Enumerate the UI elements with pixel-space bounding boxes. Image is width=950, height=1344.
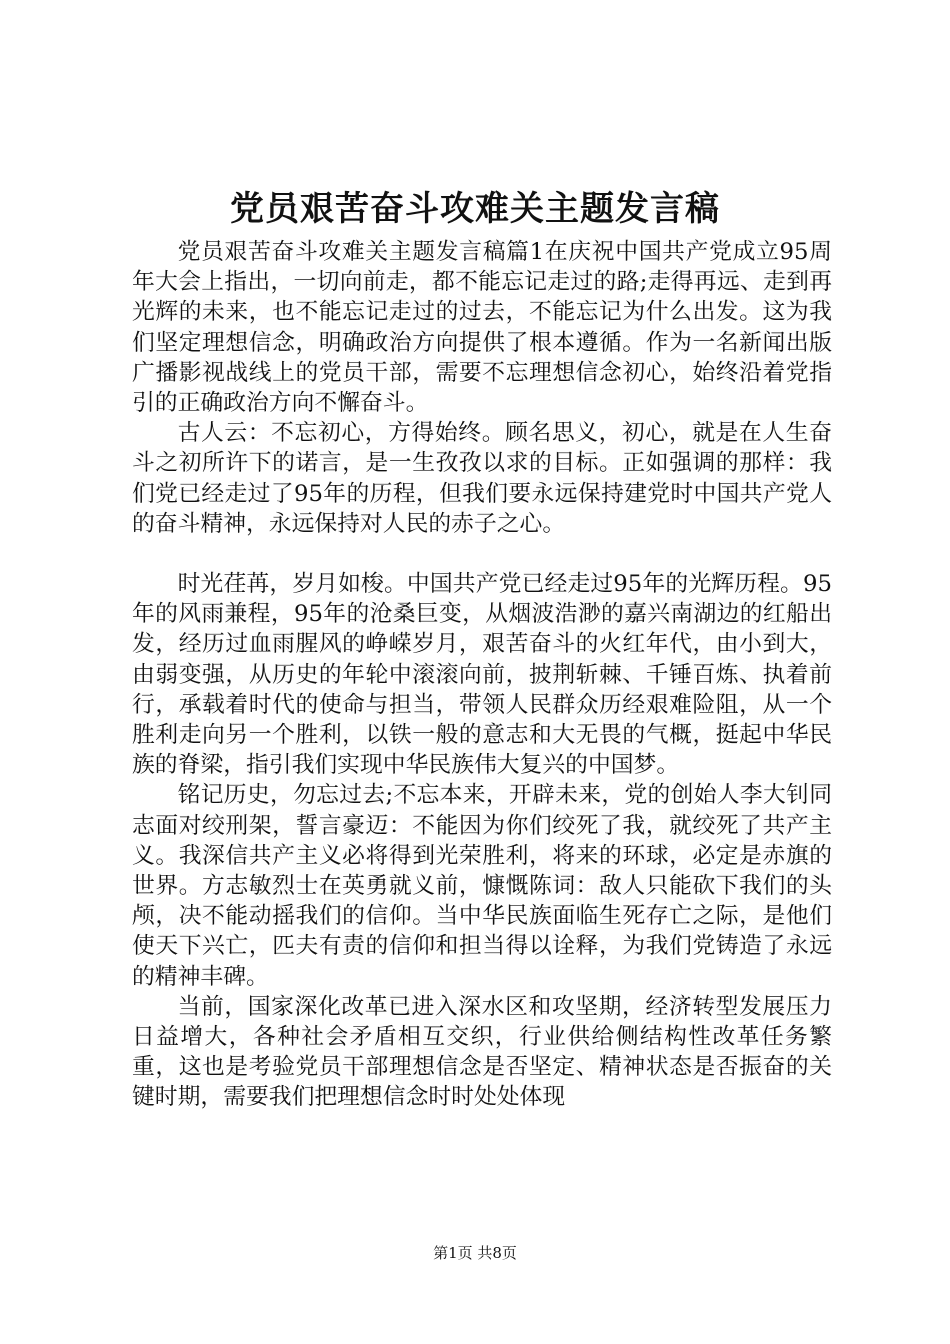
paragraph-3: 时光荏苒，岁月如梭。中国共产党已经走过95年的光辉历程。95年的风雨兼程，95年的沧桑巨变，从烟波浩渺的嘉兴南湖边的红船出发，经历过血雨腥风的峥嵘岁月，艰苦奋斗的火红年代，由小到大，由弱变强，从历史的年轮中滚滚向前，披荆斩棘、千锤百炼、执着前行，承载着时代的使命与担当，带领人民群众历经艰难险阻，从一个胜利走向另一个胜利，以铁一般的意志和大无畏的气概，挺起中华民族的脊梁，指引我们实现中华民族伟大复兴的中国梦。 [132, 571, 832, 779]
paragraph-1: 党员艰苦奋斗攻难关主题发言稿篇1在庆祝中国共产党成立95周年大会上指出，一切向前走，都不能忘记走过的路;走得再远、走到再光辉的未来，也不能忘记走过的过去，不能忘记为什么出发。这为我们坚定理想信念，明确政治方向提供了根本遵循。作为一名新闻出版广播影视战线上的党员干部，需要不忘理想信念初心，始终沿着党指引的正确政治方向不懈奋斗。 [132, 239, 832, 417]
paragraph-spacer [132, 539, 832, 569]
paragraph-5: 当前，国家深化改革已进入深水区和攻坚期，经济转型发展压力日益增大，各种社会矛盾相互交织，行业供给侧结构性改革任务繁重，这也是考验党员干部理想信念是否坚定、精神状态是否振奋的关键时期，需要我们把理想信念时时处处体现 [132, 993, 832, 1111]
page-number-footer: 第1页 共8页 [433, 1244, 517, 1262]
paragraph-2: 古人云：不忘初心，方得始终。顾名思义，初心，就是在人生奋斗之初所许下的诺言，是一生孜孜以求的目标。正如强调的那样：我们党已经走过了95年的历程，但我们要永远保持建党时中国共产党人的奋斗精神，永远保持对人民的赤子之心。 [132, 420, 832, 537]
paragraph-4: 铭记历史，勿忘过去;不忘本来，开辟未来，党的创始人李大钊同志面对绞刑架，誓言豪迈：不能因为你们绞死了我，就绞死了共产主义。我深信共产主义必将得到光荣胜利，将来的环球，必定是赤旗的世界。方志敏烈士在英勇就义前，慷慨陈词：敌人只能砍下我们的头颅，决不能动摇我们的信仰。当中华民族面临生死存亡之际，是他们使天下兴亡，匹夫有责的信仰和担当得以诠释，为我们党铸造了永远的精神丰碑。 [132, 782, 832, 990]
document-body [132, 237, 832, 1113]
document-title: 党员艰苦奋斗攻难关主题发言稿 [230, 189, 720, 229]
